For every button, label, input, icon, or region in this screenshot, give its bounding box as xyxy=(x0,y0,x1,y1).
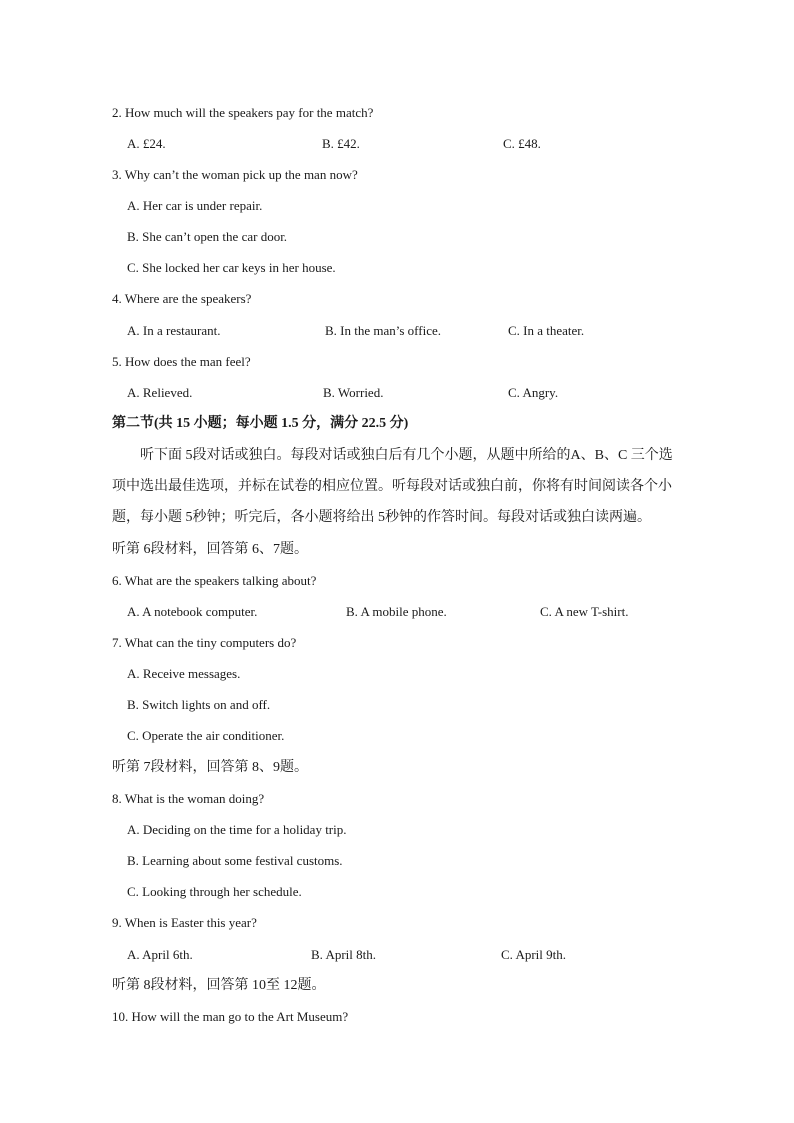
question-7-stem: 7. What can the tiny computers do? xyxy=(112,635,297,650)
section-2-instructions xyxy=(112,440,682,533)
material-8-instruction: 听第 8段材料，回答第 10至 12题。 xyxy=(112,978,326,993)
question-5-option-c: C. Angry. xyxy=(508,385,559,400)
question-4-option-a: A. In a restaurant. xyxy=(127,323,221,338)
material-6-instruction: 听第 6段材料，回答第 6、7题。 xyxy=(112,542,308,557)
question-4-option-b: B. In the man’s office. xyxy=(325,323,442,338)
question-5-stem: 5. How does the man feel? xyxy=(112,354,251,369)
question-6-stem: 6. What are the speakers talking about? xyxy=(112,573,317,588)
question-7-option-c: C. Operate the air conditioner. xyxy=(127,728,285,743)
question-2-option-a: A. £24. xyxy=(127,136,166,151)
question-6-option-a: A. A notebook computer. xyxy=(127,604,258,619)
question-3-option-a: A. Her car is under repair. xyxy=(127,198,263,213)
question-7-option-b: B. Switch lights on and off. xyxy=(127,697,271,712)
question-2-option-c: C. £48. xyxy=(503,136,541,151)
question-6-option-c: C. A new T-shirt. xyxy=(540,604,629,619)
section-2-heading: 第二节(共 15 小题；每小题 1.5 分，满分 22.5 分) xyxy=(112,416,409,431)
material-7-instruction: 听第 7段材料，回答第 8、9题。 xyxy=(112,760,308,775)
question-2-option-b: B. £42. xyxy=(322,136,360,151)
question-7-option-a: A. Receive messages. xyxy=(127,666,241,681)
question-8-option-c: C. Looking through her schedule. xyxy=(127,884,302,899)
question-8-option-a: A. Deciding on the time for a holiday trip. xyxy=(127,822,347,837)
question-10-stem: 10. How will the man go to the Art Museum? xyxy=(112,1009,349,1024)
question-4-option-c: C. In a theater. xyxy=(508,323,585,338)
question-2-stem: 2. How much will the speakers pay for the match? xyxy=(112,105,374,120)
question-9-stem: 9. When is Easter this year? xyxy=(112,915,257,930)
question-3-option-b: B. She can’t open the car door. xyxy=(127,229,288,244)
question-5-option-a: A. Relieved. xyxy=(127,385,193,400)
question-6-option-b: B. A mobile phone. xyxy=(346,604,447,619)
question-5-option-b: B. Worried. xyxy=(323,385,384,400)
question-9-option-c: C. April 9th. xyxy=(501,947,567,962)
question-3-option-c: C. She locked her car keys in her house. xyxy=(127,260,336,275)
question-8-option-b: B. Learning about some festival customs. xyxy=(127,853,343,868)
question-9-option-b: B. April 8th. xyxy=(311,947,377,962)
section-2-instructions-text: 听下面 5段对话或独白。每段对话或独白后有几个小题，从题中所给的A、B、C 三个选项中选出最佳选项，并标在试卷的相应位置。听每段对话或独白前，你将有时间阅读各个小题，每小题 5秒钟；听完后，各小题将给出 5秒钟的作答时间。每段对话或独白读两遍。 xyxy=(112,448,673,525)
question-9-option-a: A. April 6th. xyxy=(127,947,193,962)
question-4-stem: 4. Where are the speakers? xyxy=(112,291,252,306)
question-8-stem: 8. What is the woman doing? xyxy=(112,791,265,806)
question-3-stem: 3. Why can’t the woman pick up the man now? xyxy=(112,167,358,182)
